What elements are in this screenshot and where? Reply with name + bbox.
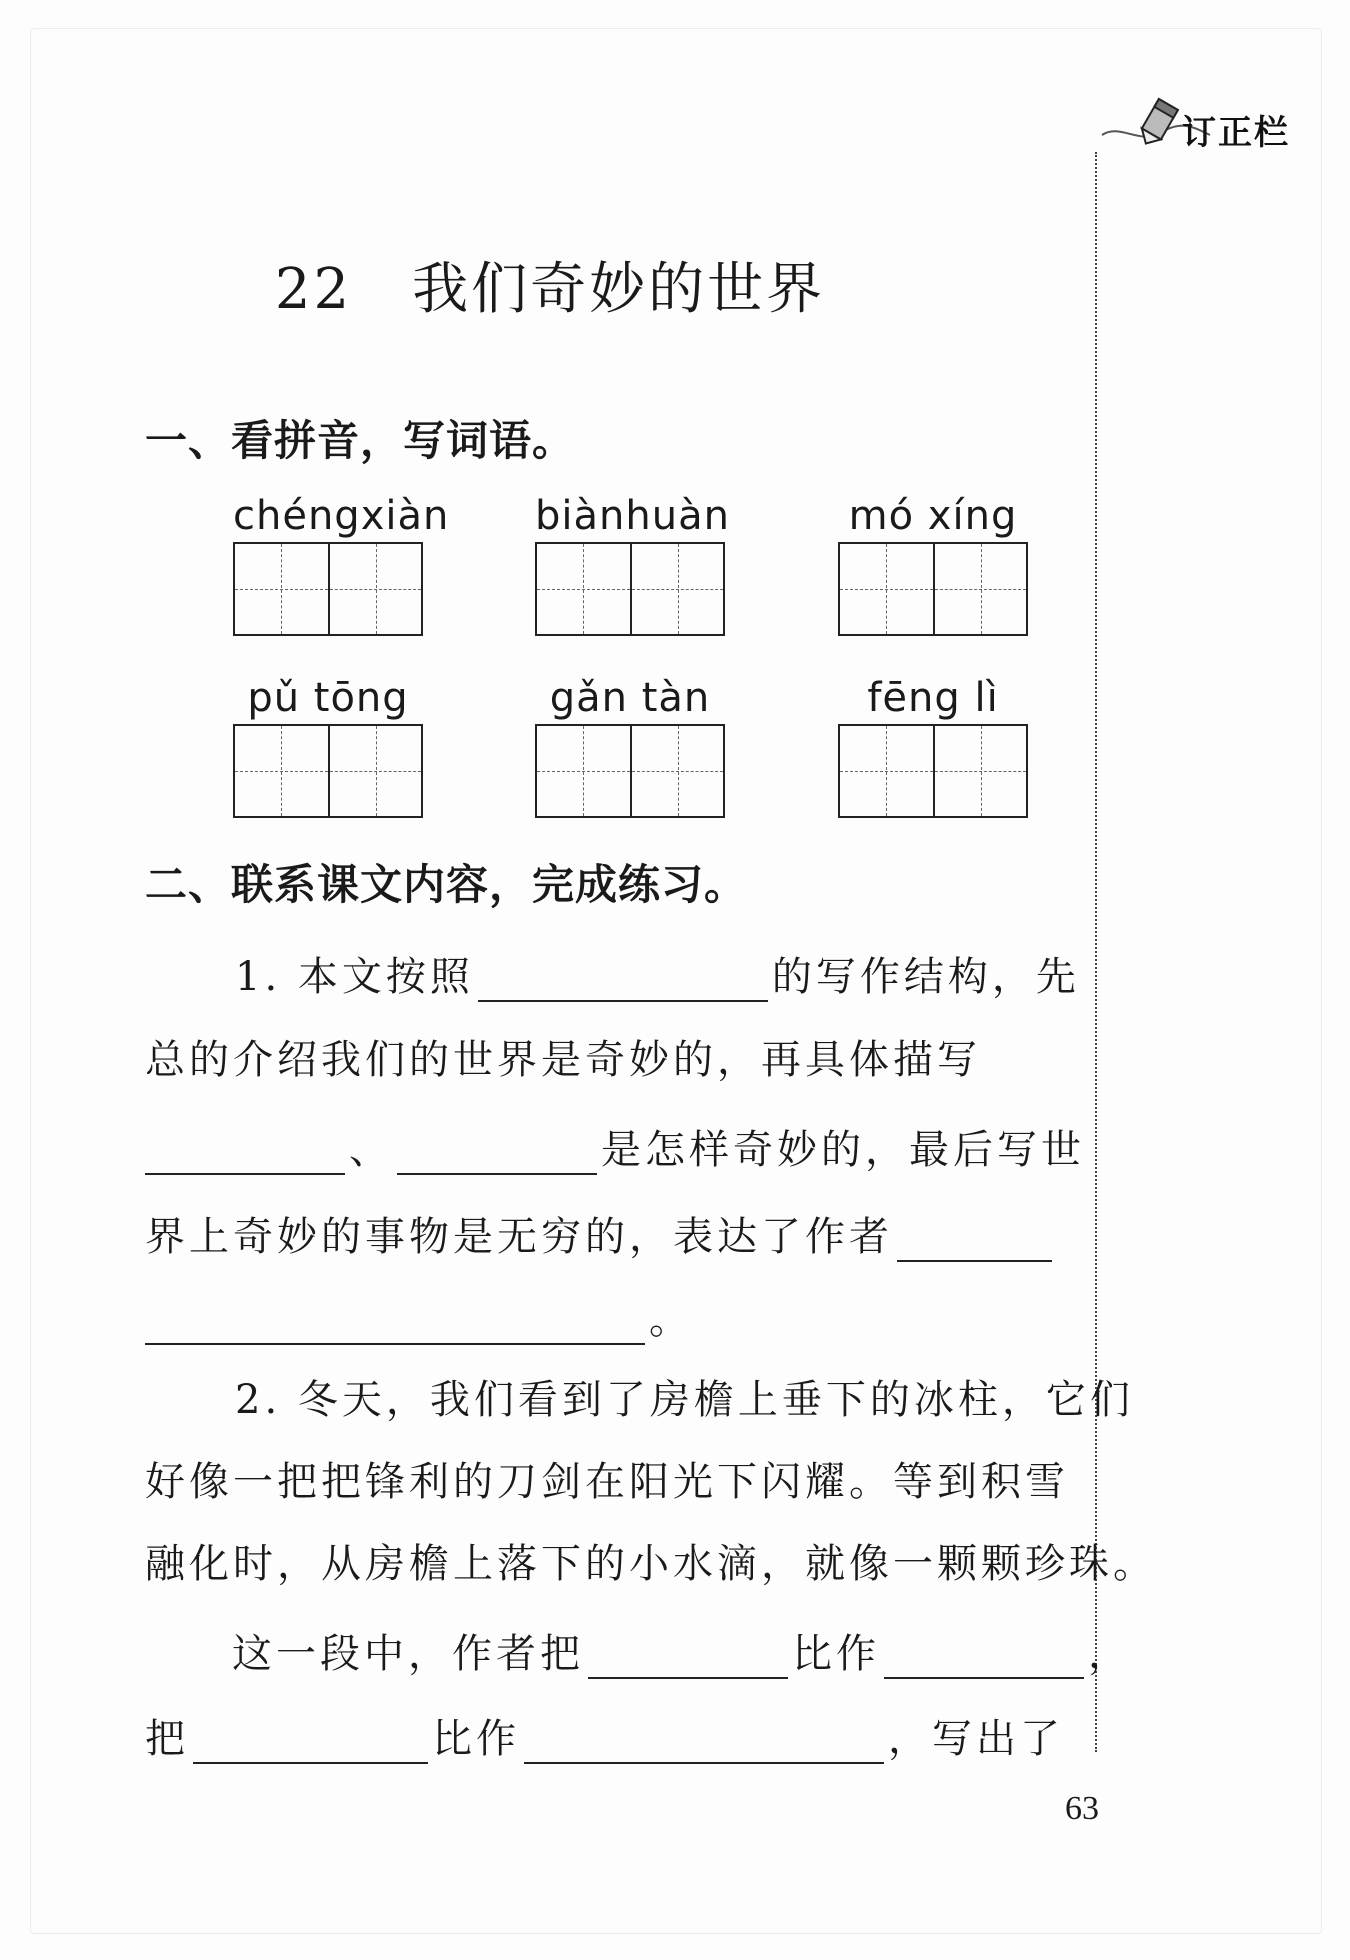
lesson-name: 我们奇妙的世界: [412, 257, 826, 322]
writing-grid[interactable]: [535, 542, 725, 636]
writing-grid[interactable]: [233, 724, 423, 818]
q2-text: ，写出了: [888, 1716, 1064, 1762]
section-2-heading: 二、联系课文内容，完成练习。: [145, 860, 748, 909]
word-item: [233, 672, 423, 818]
q2-text: 比作: [432, 1716, 520, 1762]
q2-line-2: 好像一把把锋利的刀剑在阳光下闪耀。等到积雪: [145, 1459, 1069, 1505]
answer-blank[interactable]: [397, 1135, 597, 1175]
word-item: [233, 490, 450, 636]
pinyin-label: chéngxiàn: [233, 493, 450, 539]
q2-text: ，: [1088, 1631, 1132, 1677]
pinyin-label: fēng lì: [867, 675, 999, 721]
correction-column-divider: [1095, 152, 1097, 1752]
q2-line-4: [232, 1622, 1132, 1679]
word-item: [838, 672, 1028, 818]
word-item: [535, 490, 730, 636]
q1-text: 、: [349, 1127, 393, 1173]
q1-text: 的写作结构，先: [771, 954, 1080, 1000]
q1-text: 。: [649, 1297, 693, 1343]
q2-text: 这一段中，作者把: [232, 1631, 584, 1677]
correction-column-header: [1100, 95, 1330, 155]
writing-grid[interactable]: [838, 542, 1028, 636]
pinyin-label: pǔ tōng: [247, 675, 409, 721]
answer-blank[interactable]: [588, 1639, 788, 1679]
answer-blank[interactable]: [884, 1639, 1084, 1679]
answer-blank[interactable]: [145, 1305, 645, 1345]
lesson-number: 22: [274, 257, 353, 322]
q2-line-3: 融化时，从房檐上落下的小水滴，就像一颗颗珍珠。: [145, 1541, 1157, 1587]
q2-line-1: 2. 冬天，我们看到了房檐上垂下的冰柱，它们: [235, 1377, 1134, 1423]
answer-blank[interactable]: [145, 1135, 345, 1175]
section-1-heading: 一、看拼音，写词语。: [145, 416, 576, 465]
answer-blank[interactable]: [193, 1724, 428, 1764]
word-item: [838, 490, 1028, 636]
correction-column-title: 订正栏: [1182, 113, 1290, 153]
writing-grid[interactable]: [233, 542, 423, 636]
pinyin-label: biànhuàn: [535, 493, 730, 539]
lesson-title: [0, 245, 1100, 325]
q2-text: 把: [145, 1716, 189, 1762]
q1-line-3: [145, 1118, 1085, 1175]
q1-line-2: 总的介绍我们的世界是奇妙的，再具体描写: [145, 1037, 981, 1083]
q2-line-5: [145, 1707, 1075, 1764]
q1-text: 1. 本文按照: [235, 954, 474, 1000]
answer-blank[interactable]: [897, 1222, 1052, 1262]
q2-text: 比作: [792, 1631, 880, 1677]
q1-line-4: [145, 1205, 1075, 1262]
q1-text: 是怎样奇妙的，最后写世: [601, 1127, 1085, 1173]
q1-line-1: [235, 945, 1080, 1002]
word-item: [535, 672, 725, 818]
answer-blank[interactable]: [478, 962, 768, 1002]
writing-grid[interactable]: [535, 724, 725, 818]
writing-grid[interactable]: [838, 724, 1028, 818]
page-number: 63: [1065, 1790, 1099, 1827]
pinyin-label: gǎn tàn: [549, 675, 711, 721]
q1-line-5: [145, 1288, 1075, 1345]
pinyin-label: mó xíng: [848, 493, 1018, 539]
q1-text: 界上奇妙的事物是无穷的，表达了作者: [145, 1214, 893, 1260]
answer-blank[interactable]: [524, 1724, 884, 1764]
